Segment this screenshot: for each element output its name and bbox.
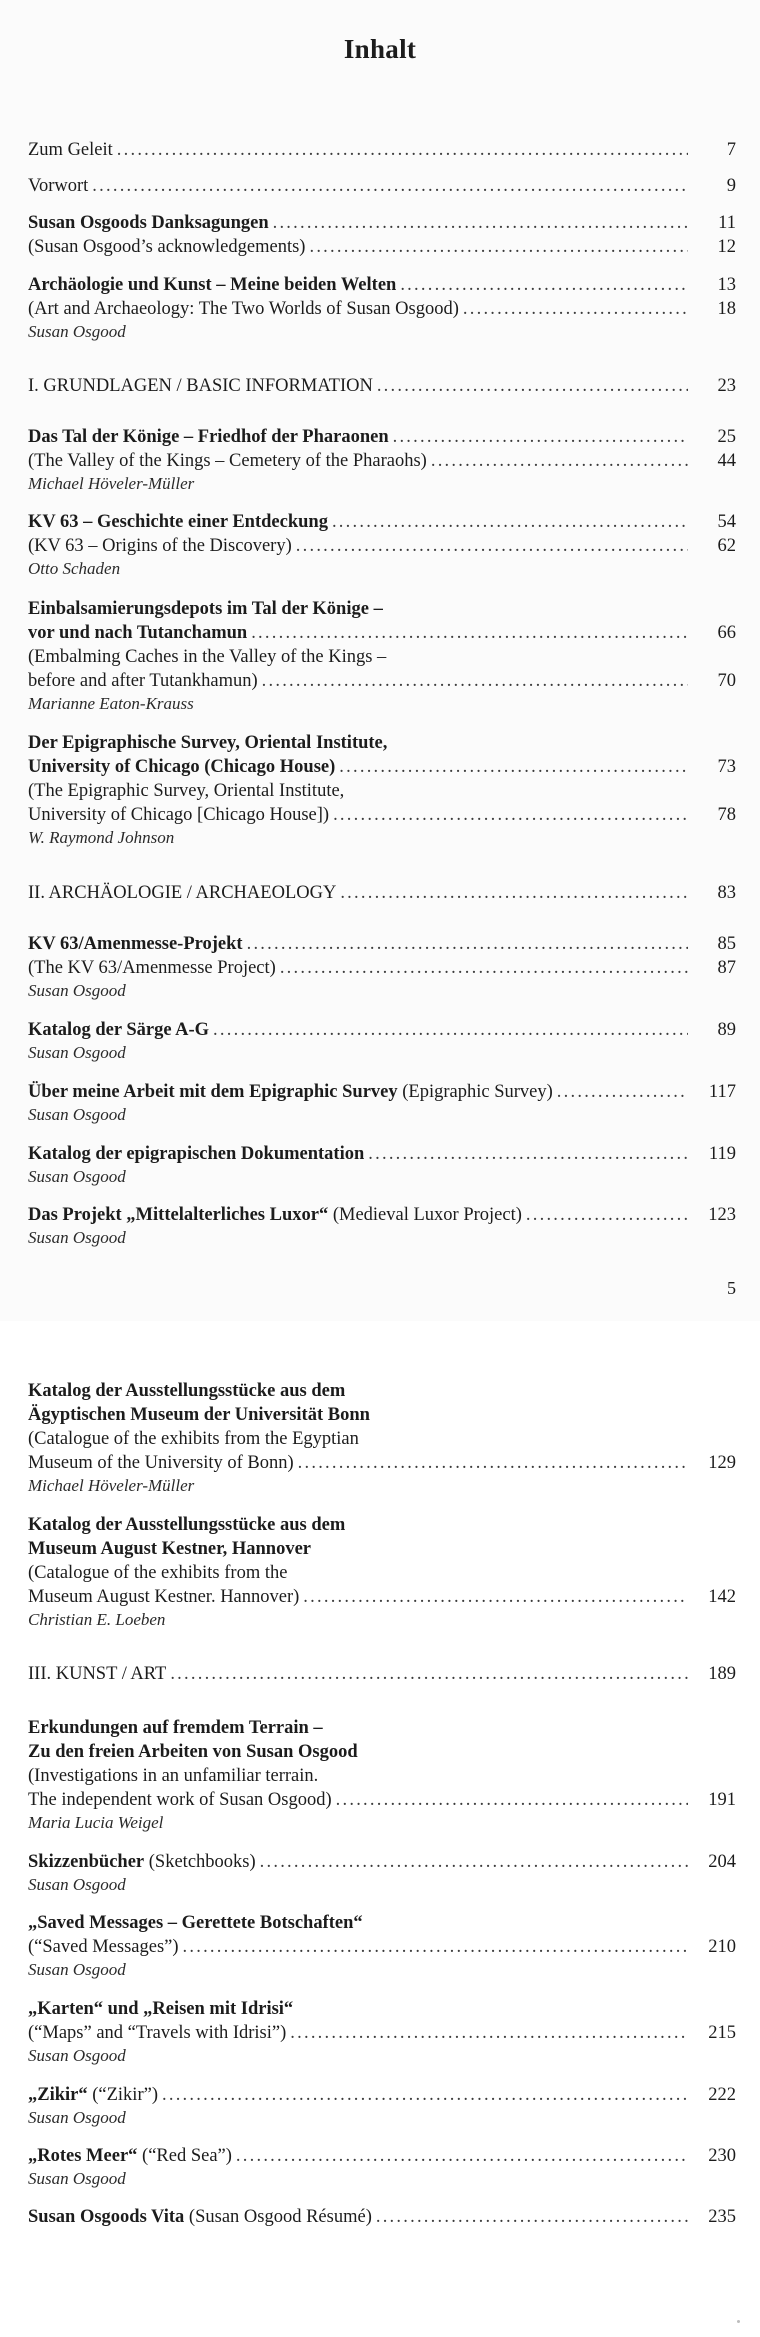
- entry-translation-cont: Museum of the University of Bonn): [28, 1453, 294, 1473]
- page-number: 117: [708, 1082, 736, 1102]
- entry-author: Susan Osgood: [28, 1167, 126, 1186]
- page-number: 18: [717, 299, 736, 319]
- page-number: 54: [717, 512, 736, 532]
- page-number: 73: [717, 757, 736, 777]
- toc-entry: [28, 211, 736, 259]
- entry-title: Einbalsamierungsdepots im Tal der Könige –: [28, 599, 383, 619]
- entry-translation: (Epigraphic Survey): [397, 1082, 553, 1102]
- entry-title-cont: Museum August Kestner, Hannover: [28, 1539, 312, 1559]
- toc-entry: [28, 1911, 736, 1981]
- toc-entry: [28, 138, 736, 162]
- section-title: II. ARCHÄOLOGIE / ARCHAEOLOGY: [28, 883, 337, 903]
- entry-author: Christian E. Loeben: [28, 1610, 166, 1629]
- entry-title: Susan Osgoods Danksagungen: [28, 213, 269, 233]
- entry-author: Susan Osgood: [28, 1875, 126, 1894]
- entry-author: Otto Schaden: [28, 559, 121, 578]
- page-number: 230: [708, 2146, 736, 2166]
- entry-title: Katalog der Särge A-G: [28, 1020, 210, 1040]
- entry-title: „Karten“ und „Reisen mit Idrisi“: [28, 1999, 294, 2019]
- toc-entry: [28, 2205, 736, 2229]
- entry-title: Katalog der epigrapischen Dokumentation: [28, 1144, 365, 1164]
- entry-title: „Rotes Meer“: [28, 2146, 138, 2166]
- page-number: 119: [708, 1144, 736, 1164]
- page-number: 78: [717, 805, 736, 825]
- toc-entry: [28, 1716, 736, 1834]
- toc-entry: [28, 2083, 736, 2129]
- entry-title: KV 63 – Geschichte einer Entdeckung: [28, 512, 328, 532]
- page-number: 25: [717, 427, 736, 447]
- page-number: 215: [708, 2023, 736, 2043]
- entry-translation: (“Maps” and “Travels with Idrisi”): [28, 2023, 287, 2043]
- entry-author: Susan Osgood: [28, 2108, 126, 2127]
- page-number: 210: [708, 1937, 736, 1957]
- page-number: 191: [708, 1790, 736, 1810]
- entry-title: KV 63/Amenmesse-Projekt: [28, 934, 243, 954]
- entry-author: W. Raymond Johnson: [28, 828, 175, 847]
- section-heading: [28, 374, 736, 398]
- entry-translation: (Susan Osgood Résumé): [184, 2207, 372, 2227]
- entry-translation: (Medieval Luxor Project): [328, 1205, 522, 1225]
- page-number: 87: [717, 958, 736, 978]
- toc-entry: [28, 273, 736, 343]
- page-number: 13: [717, 275, 736, 295]
- toc-entry: [28, 1018, 736, 1064]
- page-number: 235: [708, 2207, 736, 2227]
- entry-author: Maria Lucia Weigel: [28, 1813, 164, 1832]
- entry-author: Susan Osgood: [28, 1105, 126, 1124]
- entry-author: Michael Höveler-Müller: [28, 474, 195, 493]
- page-folio: 5: [727, 1278, 736, 1298]
- entry-translation: (Catalogue of the exhibits from the: [28, 1563, 288, 1583]
- toc-entry: [28, 510, 736, 580]
- entry-title-cont: Zu den freien Arbeiten von Susan Osgood: [28, 1742, 358, 1762]
- toc-entry: [28, 2144, 736, 2190]
- entry-translation: (The KV 63/Amenmesse Project): [28, 958, 276, 978]
- entry-translation: (Embalming Caches in the Valley of the Kings –: [28, 647, 387, 667]
- entry-author: Susan Osgood: [28, 981, 126, 1000]
- page-number: 129: [708, 1453, 736, 1473]
- section-title: I. GRUNDLAGEN / BASIC INFORMATION: [28, 376, 373, 396]
- entry-translation: (Art and Archaeology: The Two Worlds of Susan Osgood): [28, 299, 459, 319]
- entry-author: Susan Osgood: [28, 322, 126, 341]
- entry-title: „Saved Messages – Gerettete Botschaften“: [28, 1913, 363, 1933]
- entry-translation-cont: Museum August Kestner. Hannover): [28, 1587, 300, 1607]
- entry-title: Susan Osgoods Vita: [28, 2207, 185, 2227]
- toc-entry: [28, 1080, 736, 1126]
- section-heading: [28, 881, 736, 905]
- toc-entry: [28, 932, 736, 1002]
- page-number: 70: [717, 671, 736, 691]
- page-number: 23: [717, 376, 736, 396]
- toc-entry: [28, 1997, 736, 2067]
- page-number: 9: [726, 176, 736, 196]
- entry-translation: (“Saved Messages”): [28, 1937, 179, 1957]
- entry-author: Susan Osgood: [28, 1043, 126, 1062]
- entry-title: Archäologie und Kunst – Meine beiden Welten: [28, 275, 397, 295]
- entry-author: Susan Osgood: [28, 1228, 126, 1247]
- toc-entry: [28, 425, 736, 495]
- page-number: 11: [718, 213, 736, 233]
- toc-entry: [28, 174, 736, 198]
- toc-entry: [28, 731, 736, 849]
- entry-translation-cont: University of Chicago [Chicago House]): [28, 805, 330, 825]
- entry-title: „Zikir“: [28, 2085, 88, 2105]
- entry-translation: (KV 63 – Origins of the Discovery): [28, 536, 292, 556]
- entry-author: Susan Osgood: [28, 2169, 126, 2188]
- toc-entry: [28, 1379, 736, 1497]
- entry-translation-cont: The independent work of Susan Osgood): [28, 1790, 332, 1810]
- entry-translation: (Investigations in an unfamiliar terrain.: [28, 1766, 319, 1786]
- section-title: III. KUNST / ART: [28, 1664, 167, 1684]
- page-number: 142: [708, 1587, 736, 1607]
- entry-author: Marianne Eaton-Krauss: [28, 694, 194, 713]
- toc-entry: [28, 1203, 736, 1249]
- page-number: 66: [717, 623, 736, 643]
- entry-translation: (“Red Sea”): [137, 2146, 232, 2166]
- page-number: 123: [708, 1205, 736, 1225]
- page-number: 189: [708, 1664, 736, 1684]
- entry-author: Susan Osgood: [28, 2046, 126, 2065]
- entry-translation: (Catalogue of the exhibits from the Egyptian: [28, 1429, 359, 1449]
- entry-translation-cont: before and after Tutankhamun): [28, 671, 258, 691]
- page-title: Inhalt: [343, 34, 417, 64]
- entry-translation: (The Valley of the Kings – Cemetery of the Pharaohs): [28, 451, 427, 471]
- entry-title: Das Tal der Könige – Friedhof der Pharaonen: [28, 427, 389, 447]
- entry-translation: (Susan Osgood’s acknowledgements): [28, 237, 306, 257]
- entry-translation: (“Zikir”): [87, 2085, 158, 2105]
- entry-title-cont: Ägyptischen Museum der Universität Bonn: [28, 1405, 370, 1425]
- page-number: 222: [708, 2085, 736, 2105]
- entry-title: Katalog der Ausstellungsstücke aus dem: [28, 1515, 346, 1535]
- entry-title: Der Epigraphische Survey, Oriental Institute,: [28, 733, 388, 753]
- entry-translation: (Sketchbooks): [144, 1852, 256, 1872]
- page-number: 44: [717, 451, 736, 471]
- paper-speck: [737, 2320, 740, 2323]
- toc-entry: [28, 1513, 736, 1631]
- toc-page-2: [0, 1321, 760, 2337]
- entry-title: Skizzenbücher: [28, 1852, 145, 1872]
- entry-title: Erkundungen auf fremdem Terrain –: [28, 1718, 323, 1738]
- page-number: 204: [708, 1852, 736, 1872]
- page-number: 89: [717, 1020, 736, 1040]
- toc-entry: [28, 597, 736, 715]
- page-number: 12: [717, 237, 736, 257]
- page-number: 62: [717, 536, 736, 556]
- entry-author: Michael Höveler-Müller: [28, 1476, 195, 1495]
- entry-title: Das Projekt „Mittelalterliches Luxor“: [28, 1205, 329, 1225]
- entry-title-cont: University of Chicago (Chicago House): [28, 757, 336, 777]
- entry-title: Vorwort: [28, 176, 89, 196]
- toc-entry: [28, 1850, 736, 1896]
- entry-title: Über meine Arbeit mit dem Epigraphic Survey: [28, 1082, 398, 1102]
- entry-author: Susan Osgood: [28, 1960, 126, 1979]
- entry-title: Zum Geleit: [28, 140, 113, 160]
- toc-entry: [28, 1142, 736, 1188]
- page-number: 85: [717, 934, 736, 954]
- entry-title-cont: vor und nach Tutanchamun: [28, 623, 248, 643]
- entry-translation: (The Epigraphic Survey, Oriental Institute,: [28, 781, 345, 801]
- section-heading: [28, 1662, 736, 1686]
- page-number: 83: [717, 883, 736, 903]
- page-number: 7: [726, 140, 736, 160]
- entry-title: Katalog der Ausstellungsstücke aus dem: [28, 1381, 346, 1401]
